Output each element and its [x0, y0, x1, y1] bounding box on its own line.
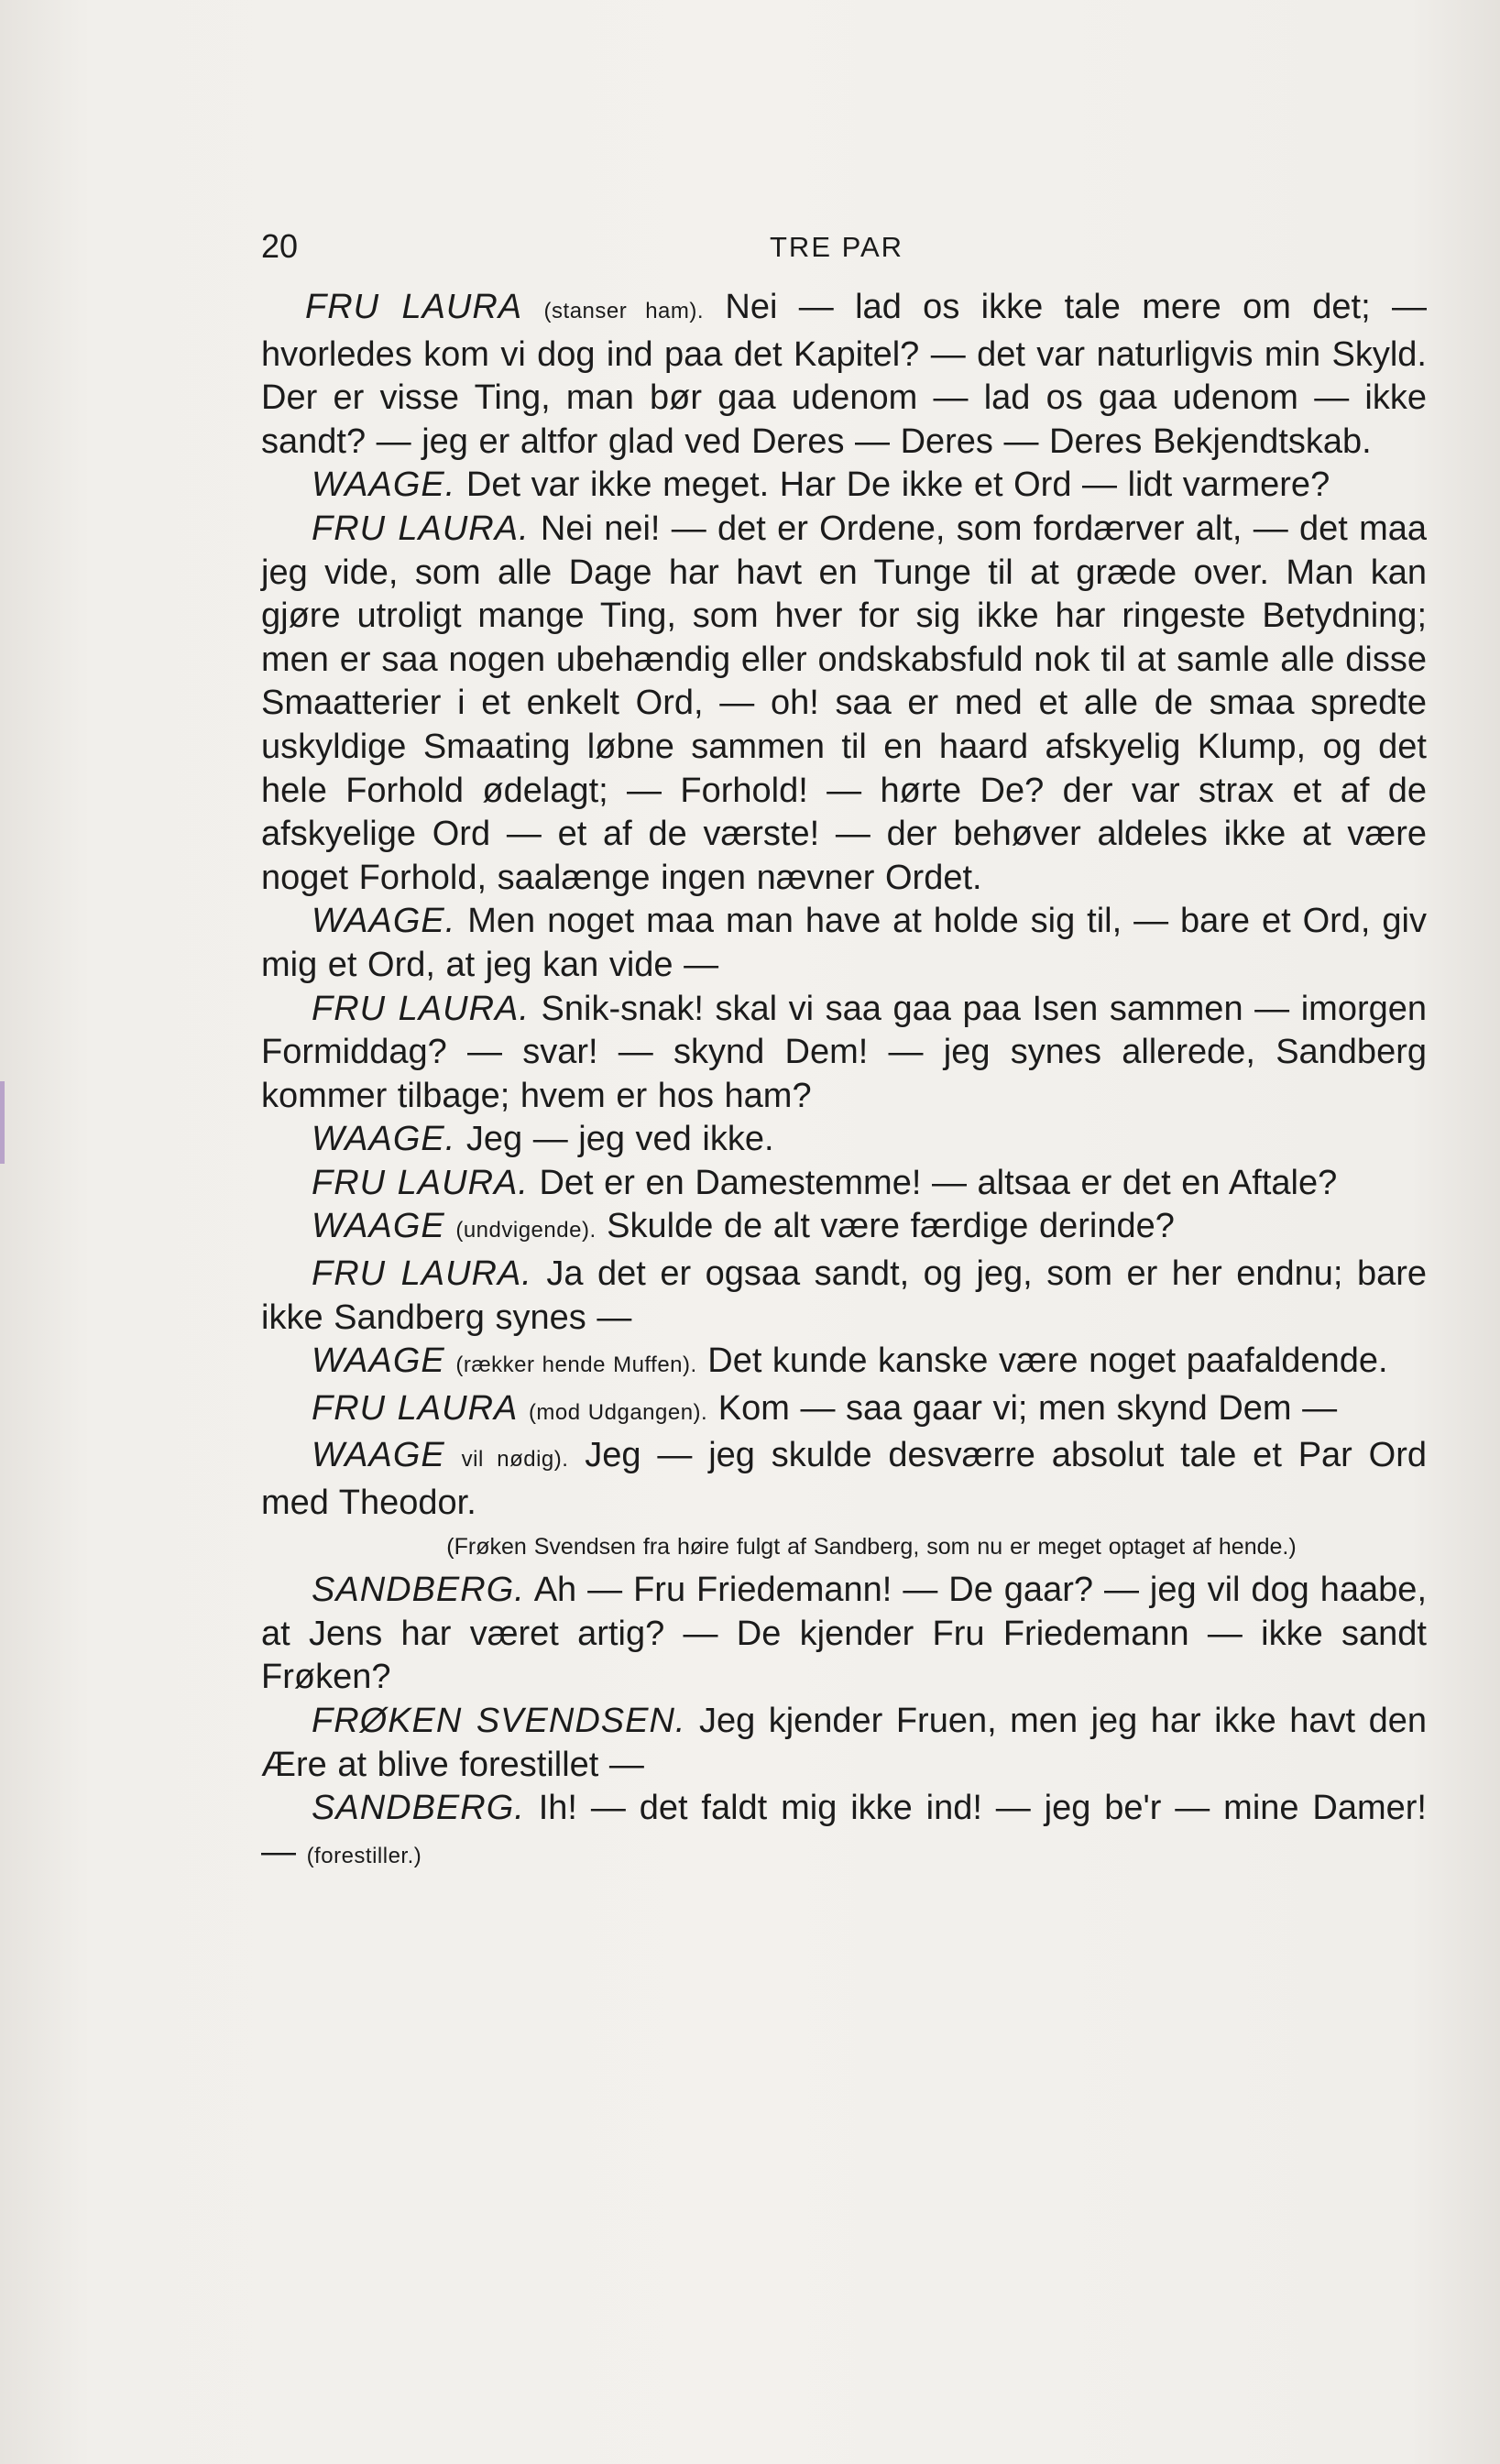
dialogue-line: Nei nei! — det er Ordene, som fordærver alt, — det maa jeg vide, som alle Dage har havt en Tunge til at græde over. Man kan gjøre utroligt mange Ting, som hver for sig ikke har ringeste Betydning; men er saa nogen ubehændig eller ondskabsfuld nok til at samle alle disse Smaatterier i et enkelt Ord, — oh! saa er med et alle de smaa spredte uskyldige Smaating løbne sammen til en haard afskyelig Klump, og det hele Forhold ødelagt; — Forhold! — hørte De? der var strax et af de afskyelige Ord — et af de værste! — der behøver aldeles ikke at være noget Forhold, saalænge ingen nævner Ordet. — [261, 509, 1427, 897]
stage-direction: (undvigende). — [455, 1218, 597, 1243]
dialogue-line: Ah — Fru Friedemann! — De gaar? — jeg vil dog haabe, at Jens har været artig? — De kjender Fru Friedemann — ikke sandt Frøken? — [261, 1571, 1427, 1697]
dialogue-line: Jeg kjender Fruen, men jeg har ikke havt den Ære at blive forestillet — — [261, 1702, 1427, 1784]
page-edge-mark — [0, 1081, 5, 1164]
speaker-name: WAAGE. — [312, 902, 456, 941]
speaker-name: WAAGE. — [312, 465, 456, 505]
dialogue-paragraph — [261, 1253, 1427, 1340]
dialogue-line: Skulde de alt være færdige derinde? — [596, 1207, 1175, 1246]
stage-direction: (stanser ham). — [543, 299, 705, 323]
dialogue-paragraph — [261, 1162, 1427, 1206]
speaker-name: WAAGE — [312, 1207, 445, 1246]
dialogue-paragraph — [261, 900, 1427, 987]
dialogue-paragraph — [261, 1569, 1427, 1700]
dialogue-line: Jeg — jeg skulde desværre absolut tale et Par Ord med Theodor. — [261, 1436, 1428, 1523]
dialogue-line: Snik-snak! skal vi saa gaa paa Isen sammen — imorgen Formiddag? — svar! — skynd Dem! — jeg synes allerede, Sandberg kommer tilbage; hvem er hos ham? — [261, 989, 1428, 1115]
dialogue-line: Ih! — det faldt mig ikke ind! — jeg be'r — mine Damer! — — [261, 1789, 1427, 1871]
page-number: 20 — [261, 227, 299, 265]
dialogue-paragraph — [261, 1387, 1427, 1435]
speaker-name: SANDBERG. — [312, 1571, 525, 1610]
speaker-name: WAAGE. — [312, 1120, 456, 1159]
dialogue-line: Det kunde kanske være noget paafaldende. — [696, 1342, 1388, 1381]
speaker-name: FRØKEN SVENDSEN. — [312, 1702, 686, 1740]
dialogue-paragraph — [261, 1118, 1427, 1162]
dialogue-text — [261, 286, 1427, 1878]
speaker-name: FRU LAURA — [312, 1388, 519, 1428]
speaker-name: FRU LAURA. — [312, 509, 530, 548]
dialogue-line: Ja det er ogsaa sandt, og jeg, som er her endnu; bare ikke Sandberg synes — — [261, 1254, 1428, 1337]
running-title: TRE PAR — [770, 231, 904, 263]
speaker-name: WAAGE — [312, 1342, 445, 1381]
dialogue-paragraph — [261, 1340, 1427, 1387]
dialogue-paragraph — [261, 1205, 1427, 1253]
speaker-name: FRU LAURA. — [312, 1254, 532, 1294]
stage-direction: (mod Udgangen). — [528, 1399, 708, 1425]
page-header — [261, 227, 1425, 273]
dialogue-line: Jeg — jeg ved ikke. — [455, 1120, 774, 1159]
dialogue-paragraph — [261, 988, 1427, 1119]
speaker-name: FRU LAURA. — [312, 1163, 529, 1202]
dialogue-paragraph — [261, 286, 1427, 464]
dialogue-line: Det er en Damestemme! — altsaa er det en Aftale? — [528, 1163, 1338, 1202]
dialogue-paragraph — [261, 1787, 1427, 1878]
speaker-name: FRU LAURA. — [312, 989, 530, 1028]
dialogue-paragraph — [261, 508, 1427, 900]
speaker-name: SANDBERG. — [312, 1789, 525, 1828]
stage-direction-line: (Frøken Svendsen fra høire fulgt af Sandberg, som nu er meget optaget af hende.) — [446, 1533, 1297, 1560]
stage-direction: (forestiller.) — [306, 1843, 422, 1868]
dialogue-line: Kom — saa gaar vi; men skynd Dem — — [707, 1388, 1338, 1428]
dialogue-paragraph — [261, 1700, 1427, 1787]
speaker-name: FRU LAURA — [305, 288, 523, 326]
dialogue-paragraph — [261, 464, 1427, 508]
stage-direction: vil nødig). — [461, 1447, 569, 1473]
dialogue-line: Nei — lad os ikke tale mere om det; — hvorledes kom vi dog ind paa det Kapitel? — det var naturligvis min Skyld. Der er visse Ting, man bør gaa udenom — lad os gaa udenom — ikke sandt? — jeg er altfor glad ved Deres — Deres — Deres Bekjendtskab. — [261, 288, 1428, 461]
dialogue-line: Men noget maa man have at holde sig til, — bare et Ord, giv mig et Ord, at jeg kan vide — — [261, 902, 1427, 984]
speaker-name: WAAGE — [312, 1436, 445, 1475]
dialogue-paragraph — [261, 1434, 1427, 1525]
stage-direction: (rækker hende Muffen). — [455, 1352, 697, 1378]
dialogue-line: Det var ikke meget. Har De ikke et Ord — lidt varmere? — [455, 465, 1330, 505]
